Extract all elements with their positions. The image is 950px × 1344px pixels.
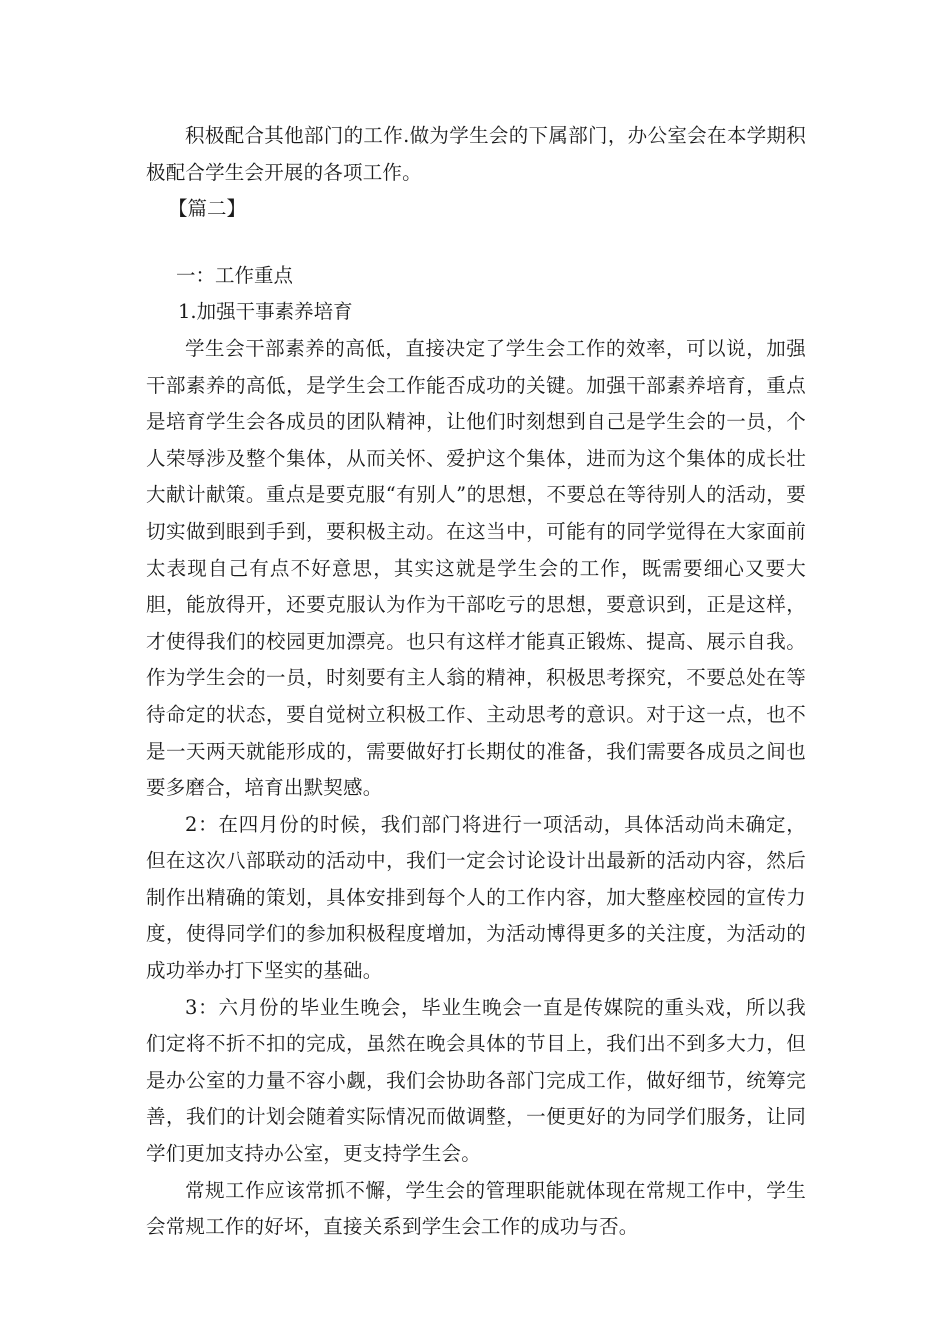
section-label: 【篇二】 <box>168 197 247 221</box>
paragraph-graduation-gala: 3：六月份的毕业生晚会，毕业生晚会一直是传媒院的重头戏，所以我们定将不折不扣的完成，虽然在晚会具体的节目上，我们出不到多大力，但是办公室的力量不容小觑，我们会协助各部门完成工作，做好细节，统筹完善，我们的计划会随着实际情况而做调整，一便更好的为同学们服务，让同学们更加支持办公室，更支持学生会。 <box>146 995 806 1166</box>
paragraph-cadre-training: 学生会干部素养的高低，直接决定了学生会工作的效率，可以说，加强干部素养的高低，是学生会工作能否成功的关键。加强干部素养培育，重点是培育学生会各成员的团队精神，让他们时刻想到自己是学生会的一员，个人荣辱涉及整个集体，从而关怀、爱护这个集体，进而为这个集体的成长壮大献计献策。重点是要克服“有别人”的思想，不要总在等待别人的活动，要切实做到眼到手到，要积极主动。在这当中，可能有的同学觉得在大家面前太表现自己有点不好意思，其实这就是学生会的工作，既需要细心又要大胆，能放得开，还要克服认为作为干部吃亏的思想，要意识到，正是这样，才使得我们的校园更加漂亮。也只有这样才能真正锻炼、提高、展示自我。作为学生会的一员，时刻要有主人翁的精神，积极思考探究，不要总处在等待命定的状态，要自觉树立积极工作、主动思考的意识。对于这一点，也不是一天两天就能形成的，需要做好打长期仗的准备，我们需要各成员之间也要多磨合，培育出默契感。 <box>146 336 806 800</box>
intro-paragraph: 积极配合其他部门的工作.做为学生会的下属部门，办公室会在本学期积极配合学生会开展的各项工作。 <box>146 124 806 184</box>
document-page <box>146 118 806 1246</box>
heading-cadre-training: 1.加强干事素养培育 <box>178 300 353 324</box>
paragraph-routine-work: 常规工作应该常抓不懈，学生会的管理职能就体现在常规工作中，学生会常规工作的好坏，直接关系到学生会工作的成功与否。 <box>146 1178 806 1239</box>
paragraph-april-activity: 2：在四月份的时候，我们部门将进行一项活动，具体活动尚未确定，但在这次八部联动的活动中，我们一定会讨论设计出最新的活动内容，然后制作出精确的策划，具体安排到每个人的工作内容，加大整座校园的宣传力度，使得同学们的参加积极程度增加，为活动博得更多的关注度，为活动的成功举办打下坚实的基础。 <box>146 812 806 983</box>
heading-work-focus: 一：工作重点 <box>176 263 294 287</box>
